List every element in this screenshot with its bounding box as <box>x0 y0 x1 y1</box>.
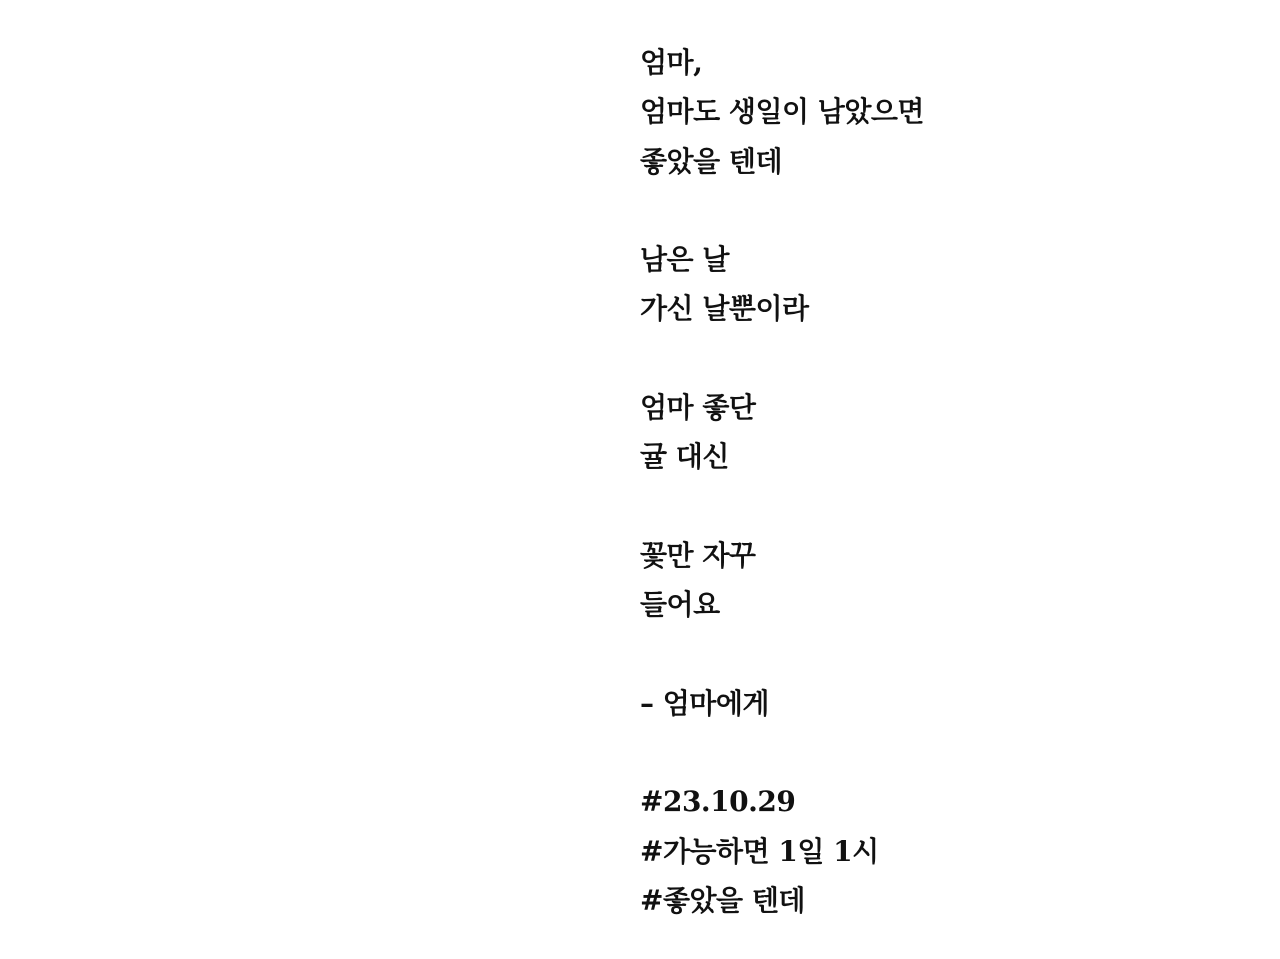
hashtag-date: #23.10.29 <box>640 785 796 819</box>
poem-line: 귤 대신 <box>640 440 729 474</box>
poem-line: 엄마도 생일이 남았으면 <box>640 95 924 129</box>
stanza-break <box>640 334 1240 383</box>
poem-line: 엄마 좋단 <box>640 391 756 425</box>
stanza-break <box>640 728 1240 777</box>
poem-body <box>640 38 1240 925</box>
poem-line: 들어요 <box>640 588 720 622</box>
poem-line: 좋았을 텐데 <box>640 144 782 178</box>
poem-line: 꽃만 자꾸 <box>640 538 756 572</box>
poem-dedication: – 엄마에게 <box>640 686 769 720</box>
stanza-break <box>640 630 1240 679</box>
hashtag: #좋았을 텐데 <box>640 884 805 918</box>
poem-line: 남은 날 <box>640 243 729 277</box>
poem-line: 엄마, <box>640 46 703 79</box>
stanza-break <box>640 482 1240 531</box>
stanza-break <box>640 186 1240 235</box>
poem-line: 가신 날뿐이라 <box>640 292 809 326</box>
hashtag: #가능하면 1일 1시 <box>640 834 879 868</box>
